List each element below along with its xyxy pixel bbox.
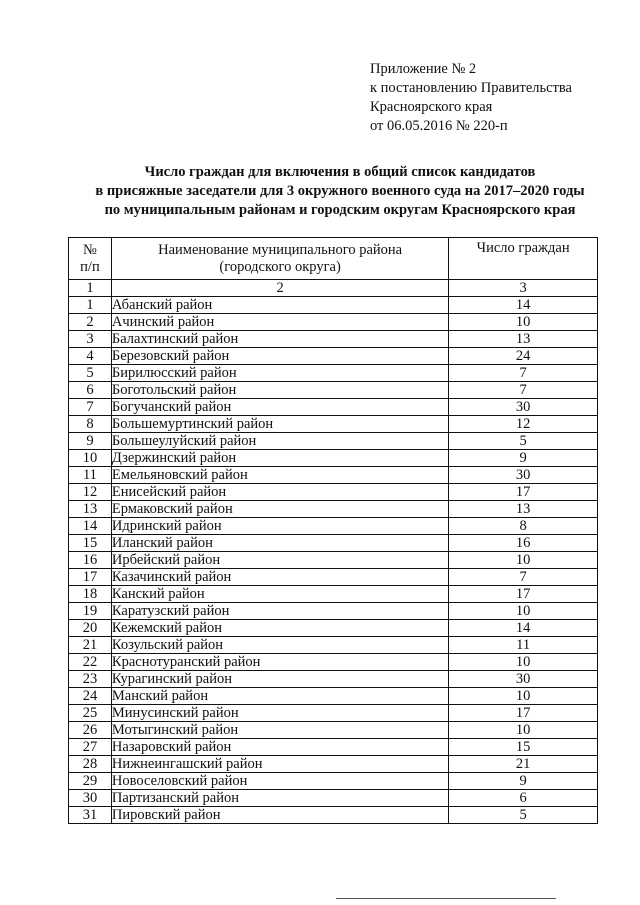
table-row — [69, 484, 598, 501]
row-district-name: Дзержинский район — [111, 450, 448, 467]
row-number: 21 — [69, 637, 112, 654]
row-number: 26 — [69, 722, 112, 739]
header-name — [111, 238, 448, 280]
row-number: 6 — [69, 382, 112, 399]
row-citizen-count: 7 — [449, 569, 598, 586]
table-row — [69, 807, 598, 824]
table-row — [69, 365, 598, 382]
table-body — [69, 297, 598, 824]
header-count — [449, 238, 598, 280]
table-row — [69, 790, 598, 807]
row-district-name: Ачинский район — [111, 314, 448, 331]
row-citizen-count: 17 — [449, 484, 598, 501]
row-citizen-count: 30 — [449, 467, 598, 484]
table-header-row — [69, 238, 598, 280]
table-row — [69, 773, 598, 790]
row-citizen-count: 8 — [449, 518, 598, 535]
row-citizen-count: 13 — [449, 331, 598, 348]
row-citizen-count: 10 — [449, 654, 598, 671]
column-index-3: 3 — [449, 280, 598, 297]
table-row — [69, 348, 598, 365]
row-district-name: Абанский район — [111, 297, 448, 314]
row-number: 25 — [69, 705, 112, 722]
row-number: 29 — [69, 773, 112, 790]
row-number: 2 — [69, 314, 112, 331]
row-number: 7 — [69, 399, 112, 416]
row-number: 16 — [69, 552, 112, 569]
row-citizen-count: 14 — [449, 620, 598, 637]
table-row — [69, 739, 598, 756]
title-line-3: по муниципальным районам и городским округам Красноярского края — [104, 202, 576, 218]
row-district-name: Новоселовский район — [111, 773, 448, 790]
table-row — [69, 552, 598, 569]
header-number — [69, 238, 112, 280]
column-index-row — [69, 280, 598, 297]
row-number: 8 — [69, 416, 112, 433]
table-row — [69, 331, 598, 348]
row-number: 3 — [69, 331, 112, 348]
table-row — [69, 654, 598, 671]
row-district-name: Манский район — [111, 688, 448, 705]
row-number: 27 — [69, 739, 112, 756]
row-number: 5 — [69, 365, 112, 382]
row-district-name: Ермаковский район — [111, 501, 448, 518]
row-district-name: Назаровский район — [111, 739, 448, 756]
row-number: 4 — [69, 348, 112, 365]
row-district-name: Большеулуйский район — [111, 433, 448, 450]
row-citizen-count: 10 — [449, 722, 598, 739]
row-number: 19 — [69, 603, 112, 620]
table-row — [69, 671, 598, 688]
row-district-name: Кежемский район — [111, 620, 448, 637]
table-row — [69, 569, 598, 586]
row-district-name: Березовский район — [111, 348, 448, 365]
title-line-1: Число граждан для включения в общий список кандидатов — [144, 164, 536, 180]
row-district-name: Боготольский район — [111, 382, 448, 399]
table-row — [69, 501, 598, 518]
row-district-name: Бирилюсский район — [111, 365, 448, 382]
row-citizen-count: 21 — [449, 756, 598, 773]
table-row — [69, 756, 598, 773]
table-row — [69, 637, 598, 654]
table-row — [69, 722, 598, 739]
row-district-name: Богучанский район — [111, 399, 448, 416]
row-number: 13 — [69, 501, 112, 518]
row-number: 28 — [69, 756, 112, 773]
row-district-name: Краснотуранский район — [111, 654, 448, 671]
row-district-name: Большемуртинский район — [111, 416, 448, 433]
row-district-name: Канский район — [111, 586, 448, 603]
row-citizen-count: 13 — [449, 501, 598, 518]
table-row — [69, 535, 598, 552]
row-citizen-count: 10 — [449, 552, 598, 569]
row-district-name: Курагинский район — [111, 671, 448, 688]
table-row — [69, 416, 598, 433]
row-number: 15 — [69, 535, 112, 552]
row-citizen-count: 11 — [449, 637, 598, 654]
table-row — [69, 603, 598, 620]
table-row — [69, 297, 598, 314]
table-row — [69, 518, 598, 535]
row-district-name: Иланский район — [111, 535, 448, 552]
header-number-abbr: п/п — [80, 258, 100, 275]
table-row — [69, 586, 598, 603]
header-count-label: Число граждан — [476, 240, 570, 256]
appendix-title: Приложение № 2 — [370, 61, 477, 77]
row-citizen-count: 16 — [449, 535, 598, 552]
header-name-line2: (городского округа) — [219, 258, 341, 275]
row-citizen-count: 30 — [449, 399, 598, 416]
table-row — [69, 705, 598, 722]
row-citizen-count: 9 — [449, 773, 598, 790]
row-number: 14 — [69, 518, 112, 535]
scan-edge-line — [336, 898, 556, 899]
row-district-name: Козульский район — [111, 637, 448, 654]
table-row — [69, 450, 598, 467]
row-citizen-count: 17 — [449, 705, 598, 722]
row-district-name: Мотыгинский район — [111, 722, 448, 739]
row-number: 9 — [69, 433, 112, 450]
row-citizen-count: 10 — [449, 603, 598, 620]
row-district-name: Енисейский район — [111, 484, 448, 501]
header-name-line1: Наименование муниципального района — [158, 241, 403, 258]
column-index-1: 1 — [69, 280, 112, 297]
row-number: 31 — [69, 807, 112, 824]
table-row — [69, 688, 598, 705]
row-district-name: Пировский район — [111, 807, 448, 824]
row-district-name: Идринский район — [111, 518, 448, 535]
title-line-2: в присяжные заседатели для 3 окружного военного суда на 2017–2020 годы — [95, 183, 585, 199]
row-district-name: Минусинский район — [111, 705, 448, 722]
document-title — [40, 163, 640, 220]
row-number: 20 — [69, 620, 112, 637]
appendix-block — [370, 60, 572, 136]
row-citizen-count: 30 — [449, 671, 598, 688]
row-district-name: Ирбейский район — [111, 552, 448, 569]
row-citizen-count: 12 — [449, 416, 598, 433]
row-citizen-count: 9 — [449, 450, 598, 467]
row-number: 23 — [69, 671, 112, 688]
row-citizen-count: 7 — [449, 382, 598, 399]
row-citizen-count: 5 — [449, 433, 598, 450]
row-number: 18 — [69, 586, 112, 603]
row-number: 17 — [69, 569, 112, 586]
row-district-name: Казачинский район — [111, 569, 448, 586]
row-citizen-count: 10 — [449, 314, 598, 331]
row-district-name: Партизанский район — [111, 790, 448, 807]
table-row — [69, 467, 598, 484]
row-citizen-count: 17 — [449, 586, 598, 603]
table-row — [69, 620, 598, 637]
row-citizen-count: 24 — [449, 348, 598, 365]
row-citizen-count: 5 — [449, 807, 598, 824]
row-number: 1 — [69, 297, 112, 314]
row-district-name: Балахтинский район — [111, 331, 448, 348]
row-citizen-count: 7 — [449, 365, 598, 382]
row-number: 12 — [69, 484, 112, 501]
table-row — [69, 314, 598, 331]
row-number: 10 — [69, 450, 112, 467]
row-district-name: Емельяновский район — [111, 467, 448, 484]
row-number: 22 — [69, 654, 112, 671]
row-district-name: Нижнеингашский район — [111, 756, 448, 773]
appendix-region: Красноярского края — [370, 99, 493, 115]
appendix-date-number: от 06.05.2016 № 220-п — [370, 118, 508, 134]
row-citizen-count: 6 — [449, 790, 598, 807]
row-number: 30 — [69, 790, 112, 807]
row-citizen-count: 15 — [449, 739, 598, 756]
table-row — [69, 399, 598, 416]
row-citizen-count: 14 — [449, 297, 598, 314]
column-index-2: 2 — [111, 280, 448, 297]
row-district-name: Каратузский район — [111, 603, 448, 620]
header-number-sign: № — [83, 241, 97, 258]
table-row — [69, 382, 598, 399]
row-number: 11 — [69, 467, 112, 484]
row-citizen-count: 10 — [449, 688, 598, 705]
row-number: 24 — [69, 688, 112, 705]
table-row — [69, 433, 598, 450]
appendix-reference: к постановлению Правительства — [370, 80, 572, 96]
citizens-table — [68, 237, 598, 824]
